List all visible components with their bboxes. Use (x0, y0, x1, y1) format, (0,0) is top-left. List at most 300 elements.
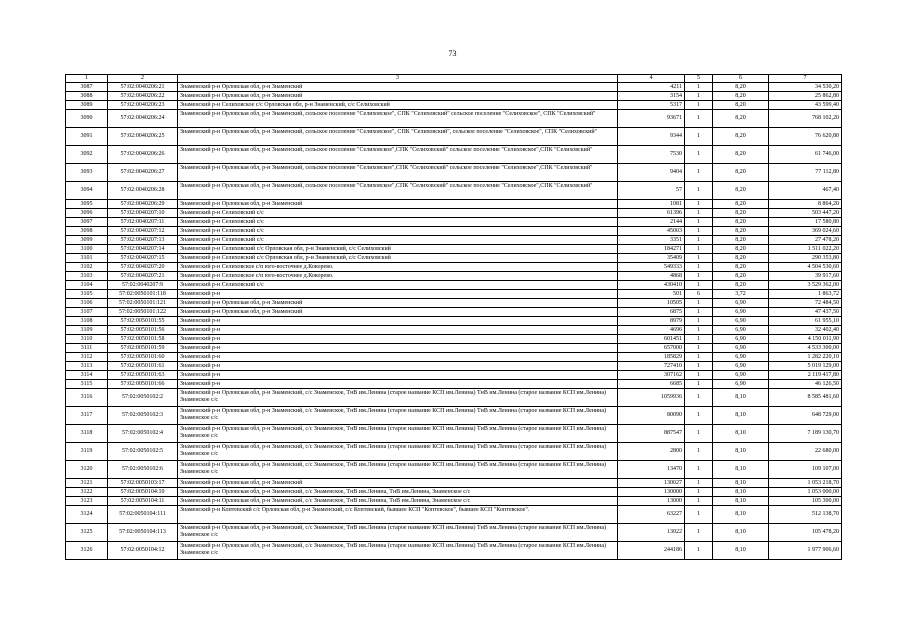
cadastral-number-cell: 57:02:0040207:13 (108, 236, 178, 245)
cadastral-value-cell: 503 447,20 (769, 209, 842, 218)
location-cell: Знаменский р-н Селиховский с/с (178, 281, 618, 290)
area-cell: 601451 (618, 335, 685, 344)
row-number-cell: 3120 (66, 461, 108, 479)
area-cell: 4211 (618, 83, 685, 92)
cadastral-value-cell: 61 955,10 (769, 317, 842, 326)
area-cell: 13022 (618, 524, 685, 542)
row-number-cell: 3108 (66, 317, 108, 326)
cadastral-value-cell: 105 478,20 (769, 524, 842, 542)
location-cell: Знаменский р-н Селиховское с/п юго-восточнее д.Кокорево. (178, 263, 618, 272)
coefficient-cell: 1 (685, 506, 713, 524)
area-cell: 7530 (618, 146, 685, 164)
area-cell: 61396 (618, 209, 685, 218)
cadastral-value-cell: 3 529 362,00 (769, 281, 842, 290)
table-row (66, 479, 842, 488)
table-row (66, 542, 842, 560)
row-number-cell: 3102 (66, 263, 108, 272)
cadastral-value-cell: 8 864,20 (769, 200, 842, 209)
cadastral-value-cell: 1 053 000,00 (769, 488, 842, 497)
location-cell: Знаменский р-н Орловская обл, р-н Знаменский, с/с Знаменское, ТнВ им.Ленина (старое название КСП им.Ленина) ТнВ им.Ленина (старое название КСП им.Ленина) Знаменское с/с (178, 425, 618, 443)
rate-cell: 8,20 (713, 101, 769, 110)
location-cell: Знаменский р-н Орловская обл, р-н Знаменский, сельское поселение "Селиховское",СПК "Селиховский" сельское поселение "Селиховское",СПК "Селиховский" (178, 164, 618, 182)
row-number-cell: 3097 (66, 218, 108, 227)
location-cell: Знаменский р-н Селиховский с/с Орловская обл, р-н Знаменский, с/с Селиховский (178, 254, 618, 263)
rate-cell: 8,20 (713, 218, 769, 227)
rate-cell: 6,90 (713, 317, 769, 326)
cadastral-number-cell: 57:02:0040206:25 (108, 128, 178, 146)
area-cell: 4696 (618, 326, 685, 335)
coefficient-cell: 1 (685, 281, 713, 290)
location-cell: Знаменский р-н (178, 290, 618, 299)
cadastral-value-cell: 7 189 130,70 (769, 425, 842, 443)
coefficient-cell: 1 (685, 380, 713, 389)
location-cell: Знаменский р-н (178, 380, 618, 389)
location-cell: Знаменский р-н (178, 326, 618, 335)
cadastral-value-cell: 1 977 906,60 (769, 542, 842, 560)
cadastral-number-cell: 57:02:0050103:17 (108, 479, 178, 488)
location-cell: Знаменский р-н Орловская обл, р-н Знаменский (178, 92, 618, 101)
row-number-cell: 3103 (66, 272, 108, 281)
coefficient-cell: 1 (685, 389, 713, 407)
rate-cell: 8,20 (713, 254, 769, 263)
row-number-cell: 3094 (66, 182, 108, 200)
cadastral-number-cell: 57:02:0040206:22 (108, 92, 178, 101)
coefficient-cell: 1 (685, 164, 713, 182)
area-cell: 727410 (618, 362, 685, 371)
table-row (66, 227, 842, 236)
cadastral-number-cell: 57:02:0040207:15 (108, 254, 178, 263)
location-cell: Знаменский р-н Орловская обл, р-н Знаменский, с/с Знаменское, ТнВ им.Ленина (старое название КСП им.Ленина) ТнВ им.Ленина (старое название КСП им.Ленина) Знаменское с/с (178, 461, 618, 479)
cadastral-number-cell: 57:02:0050102:6 (108, 461, 178, 479)
area-cell: 3154 (618, 92, 685, 101)
table-row (66, 407, 842, 425)
cadastral-value-cell: 369 024,60 (769, 227, 842, 236)
location-cell: Знаменский р-н Орловская обл, р-н Знаменский, сельское поселение "Селиховское", СПК "Селиховский" сельское поселение "Селиховское", СПК "Селиховский" (178, 110, 618, 128)
cadastral-value-cell: 4 150 011,90 (769, 335, 842, 344)
area-cell: 9404 (618, 164, 685, 182)
table-row (66, 389, 842, 407)
column-number: 5 (685, 75, 713, 83)
cadastral-value-cell: 8 585 481,60 (769, 389, 842, 407)
row-number-cell: 3107 (66, 308, 108, 317)
rate-cell: 8,20 (713, 83, 769, 92)
cadastral-number-cell: 57:02:0050102:3 (108, 407, 178, 425)
rate-cell: 8,10 (713, 506, 769, 524)
coefficient-cell: 1 (685, 344, 713, 353)
row-number-cell: 3092 (66, 146, 108, 164)
rate-cell: 8,10 (713, 542, 769, 560)
table-row (66, 497, 842, 506)
location-cell: Знаменский р-н Орловская обл, р-н Знаменский, с/с Знаменское, ТнВ им.Ленина, ТнВ им.Ленина, Знаменское с/с (178, 488, 618, 497)
row-number-cell: 3115 (66, 380, 108, 389)
rate-cell: 8,20 (713, 236, 769, 245)
rate-cell: 6,90 (713, 308, 769, 317)
location-cell: Знаменский р-н Селиховский с/с Орловская обл, р-н Знаменский, с/с Селиховский (178, 245, 618, 254)
location-cell: Знаменский р-н Селиховское с/п юго-восточнее д.Кокорево. (178, 272, 618, 281)
cadastral-number-cell: 57:02:0050101:121 (108, 299, 178, 308)
coefficient-cell: 1 (685, 362, 713, 371)
rate-cell: 6,90 (713, 371, 769, 380)
area-cell: 244186 (618, 542, 685, 560)
area-cell: 9344 (618, 128, 685, 146)
area-cell: 63227 (618, 506, 685, 524)
cadastral-number-cell: 57:02:0040206:28 (108, 182, 178, 200)
area-cell: 2144 (618, 218, 685, 227)
cadastral-number-cell: 57:02:0050104:111 (108, 506, 178, 524)
coefficient-cell: 1 (685, 308, 713, 317)
cadastral-value-cell: 5 019 129,00 (769, 362, 842, 371)
area-cell: 35409 (618, 254, 685, 263)
area-cell: 130027 (618, 479, 685, 488)
cadastral-value-cell: 22 680,00 (769, 443, 842, 461)
table-row (66, 326, 842, 335)
cadastral-value-cell: 512 138,70 (769, 506, 842, 524)
area-cell: 887547 (618, 425, 685, 443)
coefficient-cell: 1 (685, 524, 713, 542)
cadastral-value-cell: 467,40 (769, 182, 842, 200)
rate-cell: 8,20 (713, 146, 769, 164)
area-cell: 10505 (618, 299, 685, 308)
area-cell: 13470 (618, 461, 685, 479)
area-cell: 6875 (618, 308, 685, 317)
table-row (66, 101, 842, 110)
cadastral-value-cell: 43 599,40 (769, 101, 842, 110)
coefficient-cell: 1 (685, 488, 713, 497)
table-row (66, 83, 842, 92)
rate-cell: 8,20 (713, 164, 769, 182)
row-number-cell: 3118 (66, 425, 108, 443)
area-cell: 130000 (618, 488, 685, 497)
rate-cell: 6,90 (713, 335, 769, 344)
table-row (66, 308, 842, 317)
page-number: 73 (448, 49, 457, 58)
row-number-cell: 3089 (66, 101, 108, 110)
column-number: 3 (178, 75, 618, 83)
land-register-table (65, 74, 842, 560)
column-number: 7 (769, 75, 842, 83)
row-number-cell: 3113 (66, 362, 108, 371)
row-number-cell: 3095 (66, 200, 108, 209)
coefficient-cell: 1 (685, 335, 713, 344)
cadastral-value-cell: 32 402,40 (769, 326, 842, 335)
coefficient-cell: 1 (685, 425, 713, 443)
table-row (66, 209, 842, 218)
cadastral-number-cell: 57:02:0050101:56 (108, 326, 178, 335)
row-number-cell: 3096 (66, 209, 108, 218)
area-cell: 4868 (618, 272, 685, 281)
area-cell: 1081 (618, 200, 685, 209)
coefficient-cell: 1 (685, 146, 713, 164)
cadastral-number-cell: 57:02:0050104:11 (108, 497, 178, 506)
coefficient-cell: 1 (685, 110, 713, 128)
cadastral-number-cell: 57:02:0050104:10 (108, 488, 178, 497)
table-row (66, 461, 842, 479)
location-cell: Знаменский р-н Орловская обл, р-н Знаменский (178, 83, 618, 92)
coefficient-cell: 6 (685, 290, 713, 299)
row-number-cell: 3125 (66, 524, 108, 542)
column-number: 6 (713, 75, 769, 83)
rate-cell: 8,10 (713, 488, 769, 497)
location-cell: Знаменский р-н Орловская обл, р-н Знаменский, сельское поселение "Селиховское",СПК "Селиховский" сельское поселение "Селиховское",СПК "Селиховский" (178, 146, 618, 164)
cadastral-value-cell: 1 863,72 (769, 290, 842, 299)
table-row (66, 164, 842, 182)
cadastral-number-cell: 57:02:0040206:29 (108, 200, 178, 209)
area-cell: 2800 (618, 443, 685, 461)
rate-cell: 8,20 (713, 92, 769, 101)
location-cell: Знаменский р-н Селиховский с/с (178, 218, 618, 227)
cadastral-number-cell: 57:02:0050101:118 (108, 290, 178, 299)
row-number-cell: 3117 (66, 407, 108, 425)
column-number: 4 (618, 75, 685, 83)
area-cell: 6685 (618, 380, 685, 389)
row-number-cell: 3111 (66, 344, 108, 353)
area-cell: 45003 (618, 227, 685, 236)
cadastral-value-cell: 27 478,20 (769, 236, 842, 245)
cadastral-number-cell: 57:02:0050104:113 (108, 524, 178, 542)
cadastral-number-cell: 57:02:0040207:20 (108, 263, 178, 272)
cadastral-value-cell: 47 437,50 (769, 308, 842, 317)
cadastral-value-cell: 76 620,80 (769, 128, 842, 146)
coefficient-cell: 1 (685, 218, 713, 227)
cadastral-value-cell: 648 729,00 (769, 407, 842, 425)
row-number-cell: 3121 (66, 479, 108, 488)
table-row (66, 299, 842, 308)
row-number-cell: 3100 (66, 245, 108, 254)
coefficient-cell: 1 (685, 317, 713, 326)
table-row (66, 344, 842, 353)
row-number-cell: 3123 (66, 497, 108, 506)
table-row (66, 524, 842, 542)
location-cell: Знаменский р-н (178, 317, 618, 326)
cadastral-value-cell: 1 511 022,20 (769, 245, 842, 254)
rate-cell: 6,90 (713, 326, 769, 335)
table-row (66, 443, 842, 461)
rate-cell: 8,20 (713, 272, 769, 281)
coefficient-cell: 1 (685, 299, 713, 308)
cadastral-number-cell: 57:02:0040206:26 (108, 146, 178, 164)
cadastral-number-cell: 57:02:0040206:21 (108, 83, 178, 92)
cadastral-number-cell: 57:02:0040206:24 (108, 110, 178, 128)
coefficient-cell: 1 (685, 101, 713, 110)
location-cell: Знаменский р-н (178, 335, 618, 344)
row-number-cell: 3101 (66, 254, 108, 263)
cadastral-value-cell: 1 282 220,10 (769, 353, 842, 362)
coefficient-cell: 1 (685, 461, 713, 479)
row-number-cell: 3114 (66, 371, 108, 380)
coefficient-cell: 1 (685, 92, 713, 101)
row-number-cell: 3122 (66, 488, 108, 497)
row-number-cell: 3106 (66, 299, 108, 308)
rate-cell: 8,10 (713, 461, 769, 479)
location-cell: Знаменский р-н (178, 353, 618, 362)
table-row (66, 146, 842, 164)
table-row (66, 371, 842, 380)
location-cell: Знаменский р-н Коптевский с/с Орловская обл, р-н Знаменский, с/с Коптевский, бывшее КСП "Коптевское", бывшее КСП "Коптевское". (178, 506, 618, 524)
coefficient-cell: 1 (685, 443, 713, 461)
cadastral-value-cell: 46 126,50 (769, 380, 842, 389)
area-cell: 501 (618, 290, 685, 299)
rate-cell: 8,10 (713, 425, 769, 443)
coefficient-cell: 1 (685, 245, 713, 254)
table-row (66, 506, 842, 524)
rate-cell: 8,10 (713, 443, 769, 461)
row-number-cell: 3088 (66, 92, 108, 101)
cadastral-number-cell: 57:02:0050101:63 (108, 371, 178, 380)
cadastral-number-cell: 57:02:0050101:59 (108, 344, 178, 353)
rate-cell: 6,90 (713, 299, 769, 308)
row-number-cell: 3093 (66, 164, 108, 182)
cadastral-value-cell: 109 107,00 (769, 461, 842, 479)
rate-cell: 8,20 (713, 128, 769, 146)
table-row (66, 281, 842, 290)
rate-cell: 8,20 (713, 182, 769, 200)
location-cell: Знаменский р-н Орловская обл, р-н Знаменский (178, 479, 618, 488)
cadastral-number-cell: 57:02:0040207:21 (108, 272, 178, 281)
cadastral-value-cell: 290 353,80 (769, 254, 842, 263)
cadastral-number-cell: 57:02:0050101:60 (108, 353, 178, 362)
column-number: 2 (108, 75, 178, 83)
rate-cell: 8,10 (713, 497, 769, 506)
rate-cell: 8,20 (713, 209, 769, 218)
location-cell: Знаменский р-н (178, 344, 618, 353)
location-cell: Знаменский р-н Орловская обл, р-н Знаменский, сельское поселение "Селиховское",СПК "Селиховский" сельское поселение "Селиховское",СПК "Селиховский" (178, 182, 618, 200)
location-cell: Знаменский р-н Орловская обл, р-н Знаменский, с/с Знаменское, ТнВ им.Ленина (старое название КСП им.Ленина) ТнВ им.Ленина (старое название КСП им.Ленина) Знаменское с/с (178, 524, 618, 542)
table-row (66, 236, 842, 245)
table-row (66, 362, 842, 371)
rate-cell: 6,90 (713, 380, 769, 389)
table-row (66, 254, 842, 263)
rate-cell: 8,20 (713, 281, 769, 290)
table-row (66, 272, 842, 281)
cadastral-number-cell: 57:02:0040207:12 (108, 227, 178, 236)
rate-cell: 8,10 (713, 479, 769, 488)
table-row (66, 182, 842, 200)
coefficient-cell: 1 (685, 542, 713, 560)
location-cell: Знаменский р-н Орловская обл, р-н Знаменский, с/с Знаменское, ТнВ им.Ленина, ТнВ им.Ленина, Знаменское с/с (178, 497, 618, 506)
location-cell: Знаменский р-н Орловская обл, р-н Знаменский, с/с Знаменское, ТнВ им.Ленина (старое название КСП им.Ленина) ТнВ им.Ленина (старое название КСП им.Ленина) Знаменское с/с (178, 542, 618, 560)
location-cell: Знаменский р-н Орловская обл, р-н Знаменский (178, 200, 618, 209)
area-cell: 549333 (618, 263, 685, 272)
table-row (66, 488, 842, 497)
row-number-cell: 3110 (66, 335, 108, 344)
cadastral-number-cell: 57:02:0050102:2 (108, 389, 178, 407)
location-cell: Знаменский р-н (178, 371, 618, 380)
cadastral-value-cell: 1 053 218,70 (769, 479, 842, 488)
cadastral-number-cell: 57:02:0050104:12 (108, 542, 178, 560)
row-number-cell: 3119 (66, 443, 108, 461)
cadastral-value-cell: 34 530,20 (769, 83, 842, 92)
cadastral-number-cell: 57:02:0050101:55 (108, 317, 178, 326)
row-number-cell: 3099 (66, 236, 108, 245)
cadastral-number-cell: 57:02:0050101:66 (108, 380, 178, 389)
cadastral-value-cell: 39 917,60 (769, 272, 842, 281)
cadastral-value-cell: 77 112,80 (769, 164, 842, 182)
coefficient-cell: 1 (685, 227, 713, 236)
table-row (66, 218, 842, 227)
cadastral-number-cell: 57:02:0040207:9 (108, 281, 178, 290)
cadastral-value-cell: 25 862,80 (769, 92, 842, 101)
area-cell: 57 (618, 182, 685, 200)
row-number-cell: 3112 (66, 353, 108, 362)
coefficient-cell: 1 (685, 479, 713, 488)
coefficient-cell: 1 (685, 182, 713, 200)
cadastral-number-cell: 57:02:0040207:10 (108, 209, 178, 218)
cadastral-number-cell: 57:02:0050101:122 (108, 308, 178, 317)
location-cell: Знаменский р-н Орловская обл, р-н Знаменский (178, 299, 618, 308)
area-cell: 3351 (618, 236, 685, 245)
location-cell: Знаменский р-н Орловская обл, р-н Знаменский, с/с Знаменское, ТнВ им.Ленина (старое название КСП им.Ленина) ТнВ им.Ленина (старое название КСП им.Ленина) Знаменское с/с (178, 443, 618, 461)
table-row (66, 335, 842, 344)
cadastral-value-cell: 4 533 300,00 (769, 344, 842, 353)
cadastral-number-cell: 57:02:0050101:58 (108, 335, 178, 344)
table-row (66, 290, 842, 299)
area-cell: 307162 (618, 371, 685, 380)
table-row (66, 317, 842, 326)
rate-cell: 8,10 (713, 407, 769, 425)
coefficient-cell: 1 (685, 200, 713, 209)
cadastral-value-cell: 72 484,50 (769, 299, 842, 308)
table-row (66, 200, 842, 209)
table-row (66, 353, 842, 362)
area-cell: 430410 (618, 281, 685, 290)
area-cell: 185829 (618, 353, 685, 362)
location-cell: Знаменский р-н Орловская обл, р-н Знаменский, с/с Знаменское, ТнВ им.Ленина (старое название КСП им.Ленина) ТнВ им.Ленина (старое название КСП им.Ленина) Знаменское с/с (178, 407, 618, 425)
coefficient-cell: 1 (685, 128, 713, 146)
coefficient-cell: 1 (685, 236, 713, 245)
rate-cell: 8,20 (713, 227, 769, 236)
cadastral-number-cell: 57:02:0050102:4 (108, 425, 178, 443)
location-cell: Знаменский р-н (178, 362, 618, 371)
table-row (66, 263, 842, 272)
table-row (66, 380, 842, 389)
rate-cell: 3,72 (713, 290, 769, 299)
cadastral-number-cell: 57:02:0050101:61 (108, 362, 178, 371)
row-number-cell: 3105 (66, 290, 108, 299)
row-number-cell: 3126 (66, 542, 108, 560)
location-cell: Знаменский р-н Селиховский с/с (178, 236, 618, 245)
location-cell: Знаменский р-н Орловская обл, р-н Знаменский (178, 308, 618, 317)
table-row (66, 128, 842, 146)
rate-cell: 8,20 (713, 263, 769, 272)
area-cell: 13000 (618, 497, 685, 506)
location-cell: Знаменский р-н Селиховское с/с Орловская обл, р-н Знаменский, с/с Селиховский (178, 101, 618, 110)
location-cell: Знаменский р-н Орловская обл, р-н Знаменский, сельское поселение "Селиховское", СПК "Селиховский", сельское поселение "Селиховское", СПК "Селиховский" (178, 128, 618, 146)
cadastral-value-cell: 105 300,00 (769, 497, 842, 506)
area-cell: 5317 (618, 101, 685, 110)
rate-cell: 6,90 (713, 353, 769, 362)
area-cell: 1059936 (618, 389, 685, 407)
rate-cell: 8,10 (713, 389, 769, 407)
coefficient-cell: 1 (685, 254, 713, 263)
area-cell: 8979 (618, 317, 685, 326)
coefficient-cell: 1 (685, 497, 713, 506)
coefficient-cell: 1 (685, 209, 713, 218)
row-number-cell: 3087 (66, 83, 108, 92)
rate-cell: 8,20 (713, 110, 769, 128)
area-cell: 657000 (618, 344, 685, 353)
location-cell: Знаменский р-н Орловская обл, р-н Знаменский, с/с Знаменское, ТнВ им.Ленина (старое название КСП им.Ленина) ТнВ им.Ленина (старое название КСП им.Ленина) Знаменское с/с (178, 389, 618, 407)
table-row (66, 92, 842, 101)
row-number-cell: 3109 (66, 326, 108, 335)
coefficient-cell: 1 (685, 326, 713, 335)
cadastral-value-cell: 768 102,20 (769, 110, 842, 128)
cadastral-value-cell: 17 580,80 (769, 218, 842, 227)
location-cell: Знаменский р-н Селиховский с/с (178, 209, 618, 218)
cadastral-number-cell: 57:02:0040207:14 (108, 245, 178, 254)
table-row (66, 245, 842, 254)
cadastral-number-cell: 57:02:0040207:11 (108, 218, 178, 227)
cadastral-number-cell: 57:02:0040206:27 (108, 164, 178, 182)
